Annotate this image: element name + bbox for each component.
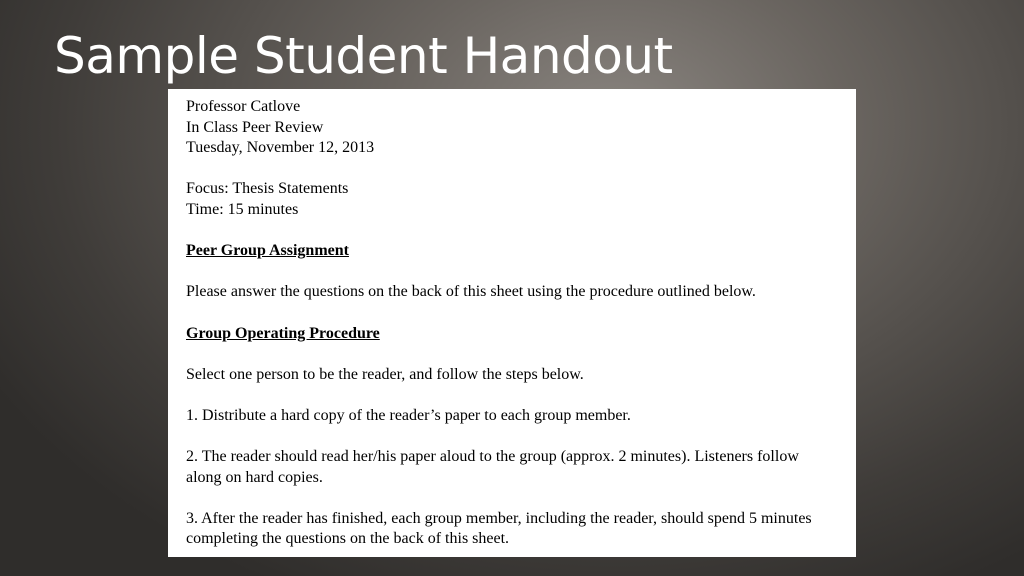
procedure-intro: Select one person to be the reader, and follow the steps below. [186, 365, 584, 383]
step-1: 1. Distribute a hard copy of the reader’s paper to each group member. [186, 406, 631, 424]
slide-title: Sample Student Handout [54, 27, 673, 85]
assignment-text: Please answer the questions on the back of this sheet using the procedure outlined below. [186, 283, 756, 301]
spacer [186, 488, 838, 509]
professor-name: Professor Catlove [186, 98, 301, 115]
handout-document [168, 89, 856, 557]
procedure-heading: Group Operating Procedure [186, 324, 380, 342]
spacer [186, 262, 838, 283]
spacer [186, 303, 838, 324]
spacer [186, 221, 838, 242]
step-2: 2. The reader should read her/his paper aloud to the group (approx. 2 minutes). Listeners follow along on hard copies. [186, 448, 799, 486]
handout-date: Tuesday, November 12, 2013 [186, 139, 375, 157]
time-line: Time: 15 minutes [186, 200, 299, 218]
spacer [186, 385, 838, 406]
spacer [186, 344, 838, 365]
spacer [186, 427, 838, 448]
assignment-heading: Peer Group Assignment [186, 242, 349, 260]
step-3: 3. After the reader has finished, each group member, including the reader, should spend 5 minutes completing the questions on the back of this sheet. [186, 509, 812, 548]
activity-name: In Class Peer Review [186, 118, 324, 136]
spacer [186, 159, 838, 180]
focus-line: Focus: Thesis Statements [186, 180, 349, 198]
